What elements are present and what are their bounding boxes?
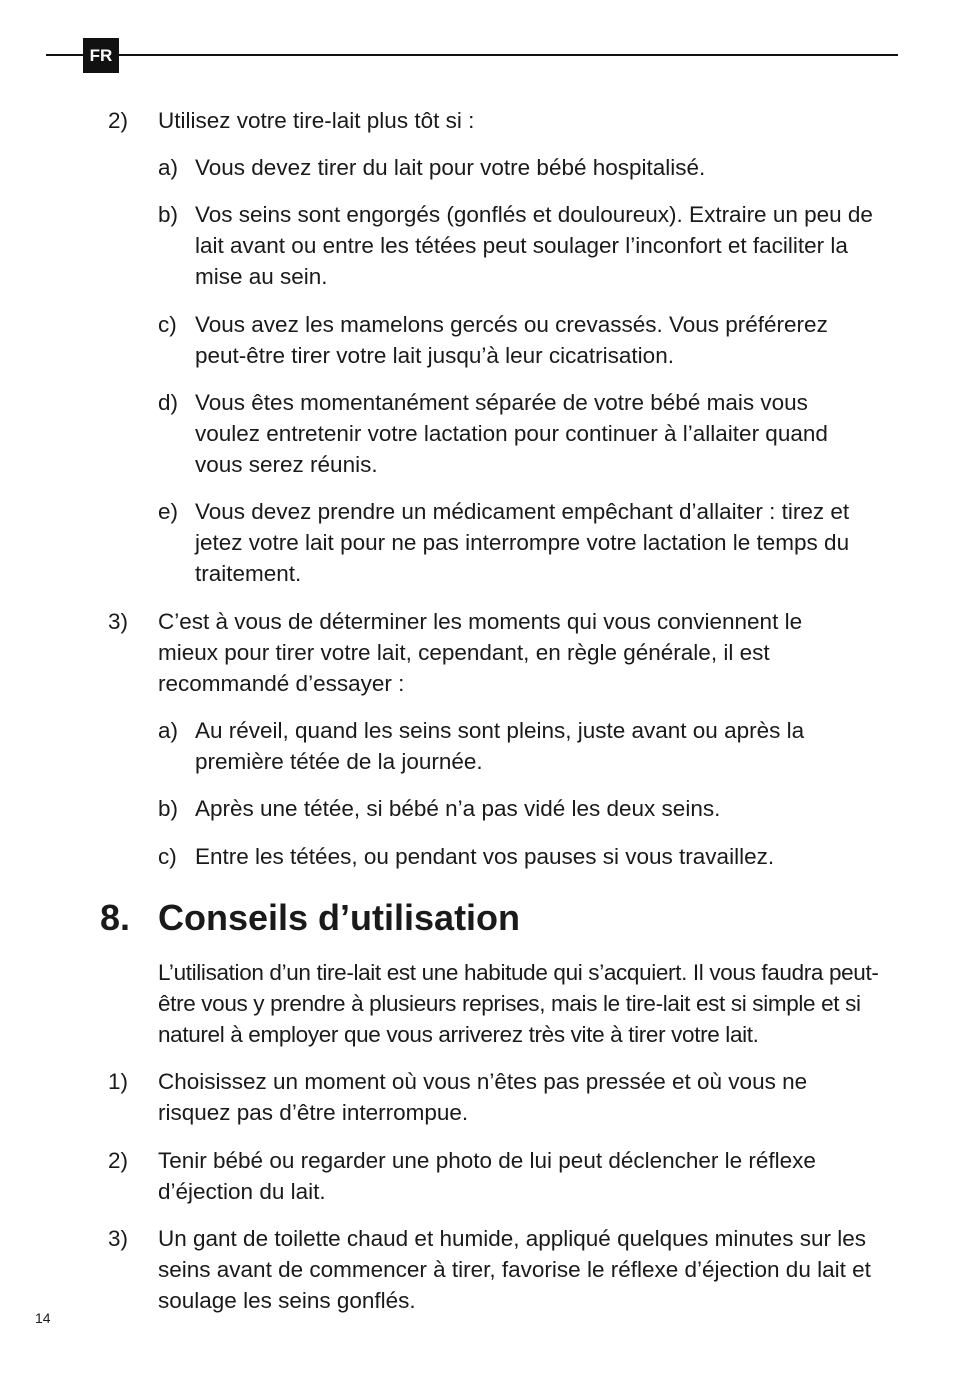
sub-text: Après une tétée, si bébé n’a pas vidé les deux seins. <box>195 796 721 821</box>
sub-text: Entre les tétées, ou pendant vos pauses si vous travaillez. <box>195 844 775 869</box>
item-number: 2) <box>108 1148 129 1173</box>
sub-letter: c) <box>158 312 177 337</box>
item-text: Choisissez un moment où vous n’êtes pas pressée et où vous ne risquez pas d’être interrompue. <box>158 1069 808 1125</box>
sub-letter: c) <box>158 844 177 869</box>
page-number: 14 <box>35 1310 51 1326</box>
section-title: Conseils d’utilisation <box>158 897 521 938</box>
sub-letter: a) <box>158 718 179 743</box>
sub-text: Vous êtes momentanément séparée de votre bébé mais vous voulez entretenir votre lactation pour continuer à l’allaiter quand vous serez réunis. <box>195 390 828 477</box>
item-text: Un gant de toilette chaud et humide, appliqué quelques minutes sur les seins avant de commencer à tirer, favorise le réflexe d’éjection du lait et soulage les seins gonflés. <box>158 1226 871 1313</box>
sub-text: Vous devez prendre un médicament empêchant d’allaiter : tirez et jetez votre lait pour ne pas interrompre votre lactation le temps du traitement. <box>195 499 850 586</box>
sub-letter: e) <box>158 499 179 524</box>
sub-letter: a) <box>158 155 179 180</box>
sub-text: Vous devez tirer du lait pour votre bébé hospitalisé. <box>195 155 706 180</box>
item-number: 3) <box>108 1226 129 1251</box>
sub-letter: d) <box>158 390 179 415</box>
sub-letter: b) <box>158 202 179 227</box>
section-number: 8. <box>100 897 131 938</box>
sub-text: Vous avez les mamelons gercés ou crevassés. Vous préférerez peut-être tirer votre lait jusqu’à leur cicatrisation. <box>195 312 828 368</box>
sub-text: Vos seins sont engorgés (gonflés et douloureux). Extraire un peu de lait avant ou entre les tétées peut soulager l’inconfort et faciliter la mise au sein. <box>195 202 873 289</box>
item-number: 1) <box>108 1069 129 1094</box>
language-tab: FR <box>83 38 119 73</box>
item-number: 2) <box>108 108 129 133</box>
item-text: Utilisez votre tire-lait plus tôt si : <box>158 108 475 133</box>
item-number: 3) <box>108 609 129 634</box>
sub-letter: b) <box>158 796 179 821</box>
item-text: Tenir bébé ou regarder une photo de lui peut déclencher le réflexe d’éjection du lait. <box>158 1148 816 1204</box>
sub-text: Au réveil, quand les seins sont pleins, juste avant ou après la première tétée de la journée. <box>195 718 805 774</box>
section-intro: L’utilisation d’un tire-lait est une habitude qui s’acquiert. Il vous faudra peut-être vous y prendre à plusieurs reprises, mais le tire-lait est si simple et si naturel à employer que vous arriverez très vite à tirer votre lait. <box>158 960 879 1047</box>
item-text: C’est à vous de déterminer les moments qui vous conviennent le mieux pour tirer votre lait, cependant, en règle générale, il est recommandé d’essayer : <box>158 609 803 696</box>
header-rule <box>46 54 898 56</box>
